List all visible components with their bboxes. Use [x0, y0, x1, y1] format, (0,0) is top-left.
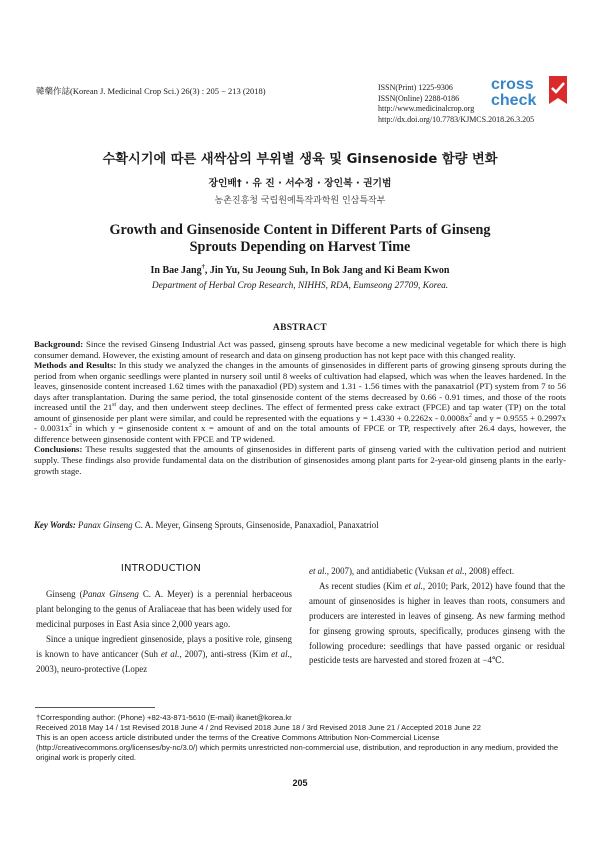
keywords	[34, 520, 566, 530]
abstract-conclusions	[34, 444, 566, 476]
english-title-line1: Growth and Ginsenoside Content in Different Parts of Ginseng	[109, 222, 491, 238]
conclusions-text: These results suggested that the amounts of ginsenosides in different parts of ginseng varied with the cultivation period and nutrient supply. These findings also provide fundamental data on the distribution of ginsenosides among plant parts for 2-year-old ginseng plants in the early- growth stage.	[34, 444, 566, 476]
methods-text: In this study we analyzed the changes in the amounts of ginsenosides in different parts of growing ginseng sprouts during the period from when organic seedlings were planted in nursery soil until 8 weeks of cultivation had elapsed, which was when the leaves hardened. In the leaves, ginsenoside content increased 1.62 times with the panaxadiol (PD) system and 1.31 - 1.56 times with the panaxatriol (PT) system from 7 to 56 days after transplantation. During the same period, the total ginsenoside content of the stems decreased by 0.66 - 0.91 times, and those of the roots increased until the 21	[34, 360, 567, 413]
abstract-heading: ABSTRACT	[272, 323, 328, 333]
citation-etal: et al.	[446, 566, 465, 576]
introduction-left-column	[36, 587, 292, 676]
exponent-sup: 2	[469, 412, 472, 419]
co-authors: , Jin Yu, Su Jeoung Suh, In Bok Jang and Ki Beam Kwon	[204, 265, 450, 276]
abstract-body	[34, 339, 566, 476]
citation-etal: et al.	[404, 580, 423, 591]
background-text: Since the revised Ginseng Industrial Act was passed, ginseng sprouts have become a new medicinal vegetable for which there is high consumer demand. However, the existing amount of research and data on ginseng production has not kept pace with this changed reality.	[34, 339, 566, 360]
english-authors	[0, 265, 600, 276]
received-dates: Received 2018 May 14 / 1st Revised 2018 June 4 / 2nd Revised 2018 June 18 / 3rd Revised 2018 June 21 / Accepted 2018 June 22	[36, 723, 481, 733]
korean-authors: 장인배† · 유 진 · 서수정 · 장인복 · 권기범	[208, 178, 392, 189]
paragraph	[36, 587, 292, 632]
text: As recent studies (Kim	[319, 580, 405, 591]
text: , 2008) effect.	[464, 566, 515, 576]
methods-text: in which y = ginsenoside content x = amount of and on the total amounts of FPCE or TP, respectively after 26.4 days, however, the difference between ginsenoside content with FPCE and TP widened.	[34, 423, 566, 444]
paragraph	[309, 579, 565, 668]
paragraph	[309, 564, 565, 579]
conclusions-label: Conclusions:	[34, 444, 83, 455]
text: , 2007), and antidiabetic (Vuksan	[326, 566, 447, 576]
text: Since a unique ingredient ginsenoside, plays a positive role, ginseng is known to have anticancer (Suh	[36, 633, 292, 659]
text: C. A. Meyer) is a perennial herbaceous plant belonging to the genus of Araliaceae that has been widely used for medicinal purposes in East Asia since 2,000 years ago.	[36, 589, 292, 629]
abstract-background	[34, 339, 566, 360]
crossmark-text-top: cross	[491, 76, 534, 93]
text: , 2007), anti-stress (Kim	[179, 648, 272, 659]
species-name: Panax Ginseng	[82, 589, 139, 599]
corresponding-author: †Corresponding author: (Phone) +82-43-871-5610 (E-mail) ikanet@korea.kr	[36, 713, 292, 722]
text: , 2010; Park, 2012) have found that the amount of ginsenosides is higher in leaves than roots, consumers and producers are interested in leaves of ginseng. As new farming method for ginseng growing sprouts, specifically, produces ginseng with the following procedure: seedlings that have passed organic or residual pesticide tests are harvested and stored frozen at −4℃.	[309, 580, 565, 666]
exponent-sup: 2	[68, 423, 72, 430]
citation-etal: et al.	[160, 648, 180, 659]
doi-link[interactable]: http://dx.doi.org/10.7783/KJMCS.2018.26.3.205	[378, 114, 535, 124]
page-number: 205	[292, 778, 308, 788]
keywords-label: Key Words:	[34, 520, 76, 530]
footnote	[36, 713, 566, 763]
introduction-heading: INTRODUCTION	[120, 563, 202, 574]
english-affiliation: Department of Herbal Crop Research, NIHHS, RDA, Eumseong 27709, Korea.	[151, 281, 449, 291]
korean-title: 수확시기에 따른 새싹삼의 부위별 생육 및 Ginsenoside 함량 변화	[102, 152, 498, 167]
journal-url[interactable]: http://www.medicinalcrop.org	[378, 104, 475, 114]
ordinal-sup: st	[112, 402, 117, 409]
license-note: This is an open access article distributed under the terms of the Creative Commons Attribution Non-Commercial License (http://creativecommons.org/licenses/by-nc/3.0/) which permits unrestricted non-commercial use, distribution, and reproduction in any medium, provided the original work is properly cited.	[36, 733, 559, 763]
text: Ginseng (	[46, 589, 83, 599]
english-title-line2: Sprouts Depending on Harvest Time	[189, 239, 411, 255]
first-author: In Bae Jang	[150, 265, 202, 276]
citation-etal: et al.	[271, 648, 290, 659]
methods-text: and y = 0.9555 + 0.2997x - 0.0031x	[34, 412, 566, 434]
methods-text: day, and then underwent steep declines. The effect of fermented press cake extract (FPCE) and tap water (TP) on the total amount of ginsenoside per plant were similar, and could be represented with the equations y = 1.4330 + 0.2262x - 0.0008x	[34, 402, 566, 423]
keywords-species: Panax Ginseng	[75, 520, 133, 530]
text: , 2003), neuro-protective (Lopez	[36, 648, 293, 674]
crossmark-logo[interactable]	[489, 74, 571, 108]
issn-online: ISSN(Online) 2288-0186	[378, 93, 460, 103]
citation-etal: et al.	[309, 566, 327, 576]
paragraph	[36, 632, 292, 677]
crossmark-text-bottom: check	[491, 92, 537, 108]
footnote-divider	[35, 707, 155, 708]
english-title	[0, 222, 600, 256]
corresponding-mark: †	[201, 263, 205, 271]
issn-print: ISSN(Print) 1225-9306	[378, 83, 453, 92]
keywords-text: C. A. Meyer, Ginseng Sprouts, Ginsenoside, Panaxadiol, Panaxatriol	[132, 520, 379, 530]
methods-label: Methods and Results:	[34, 360, 117, 371]
introduction-right-column	[309, 564, 565, 668]
background-label: Background:	[34, 339, 84, 349]
journal-citation: 韓藥作誌(Korean J. Medicinal Crop Sci.) 26(3) : 205 − 213 (2018)	[36, 86, 266, 96]
abstract-methods	[34, 360, 566, 444]
korean-affiliation: 농촌진흥청 국립원예특작과학원 인삼특작부	[214, 196, 386, 206]
